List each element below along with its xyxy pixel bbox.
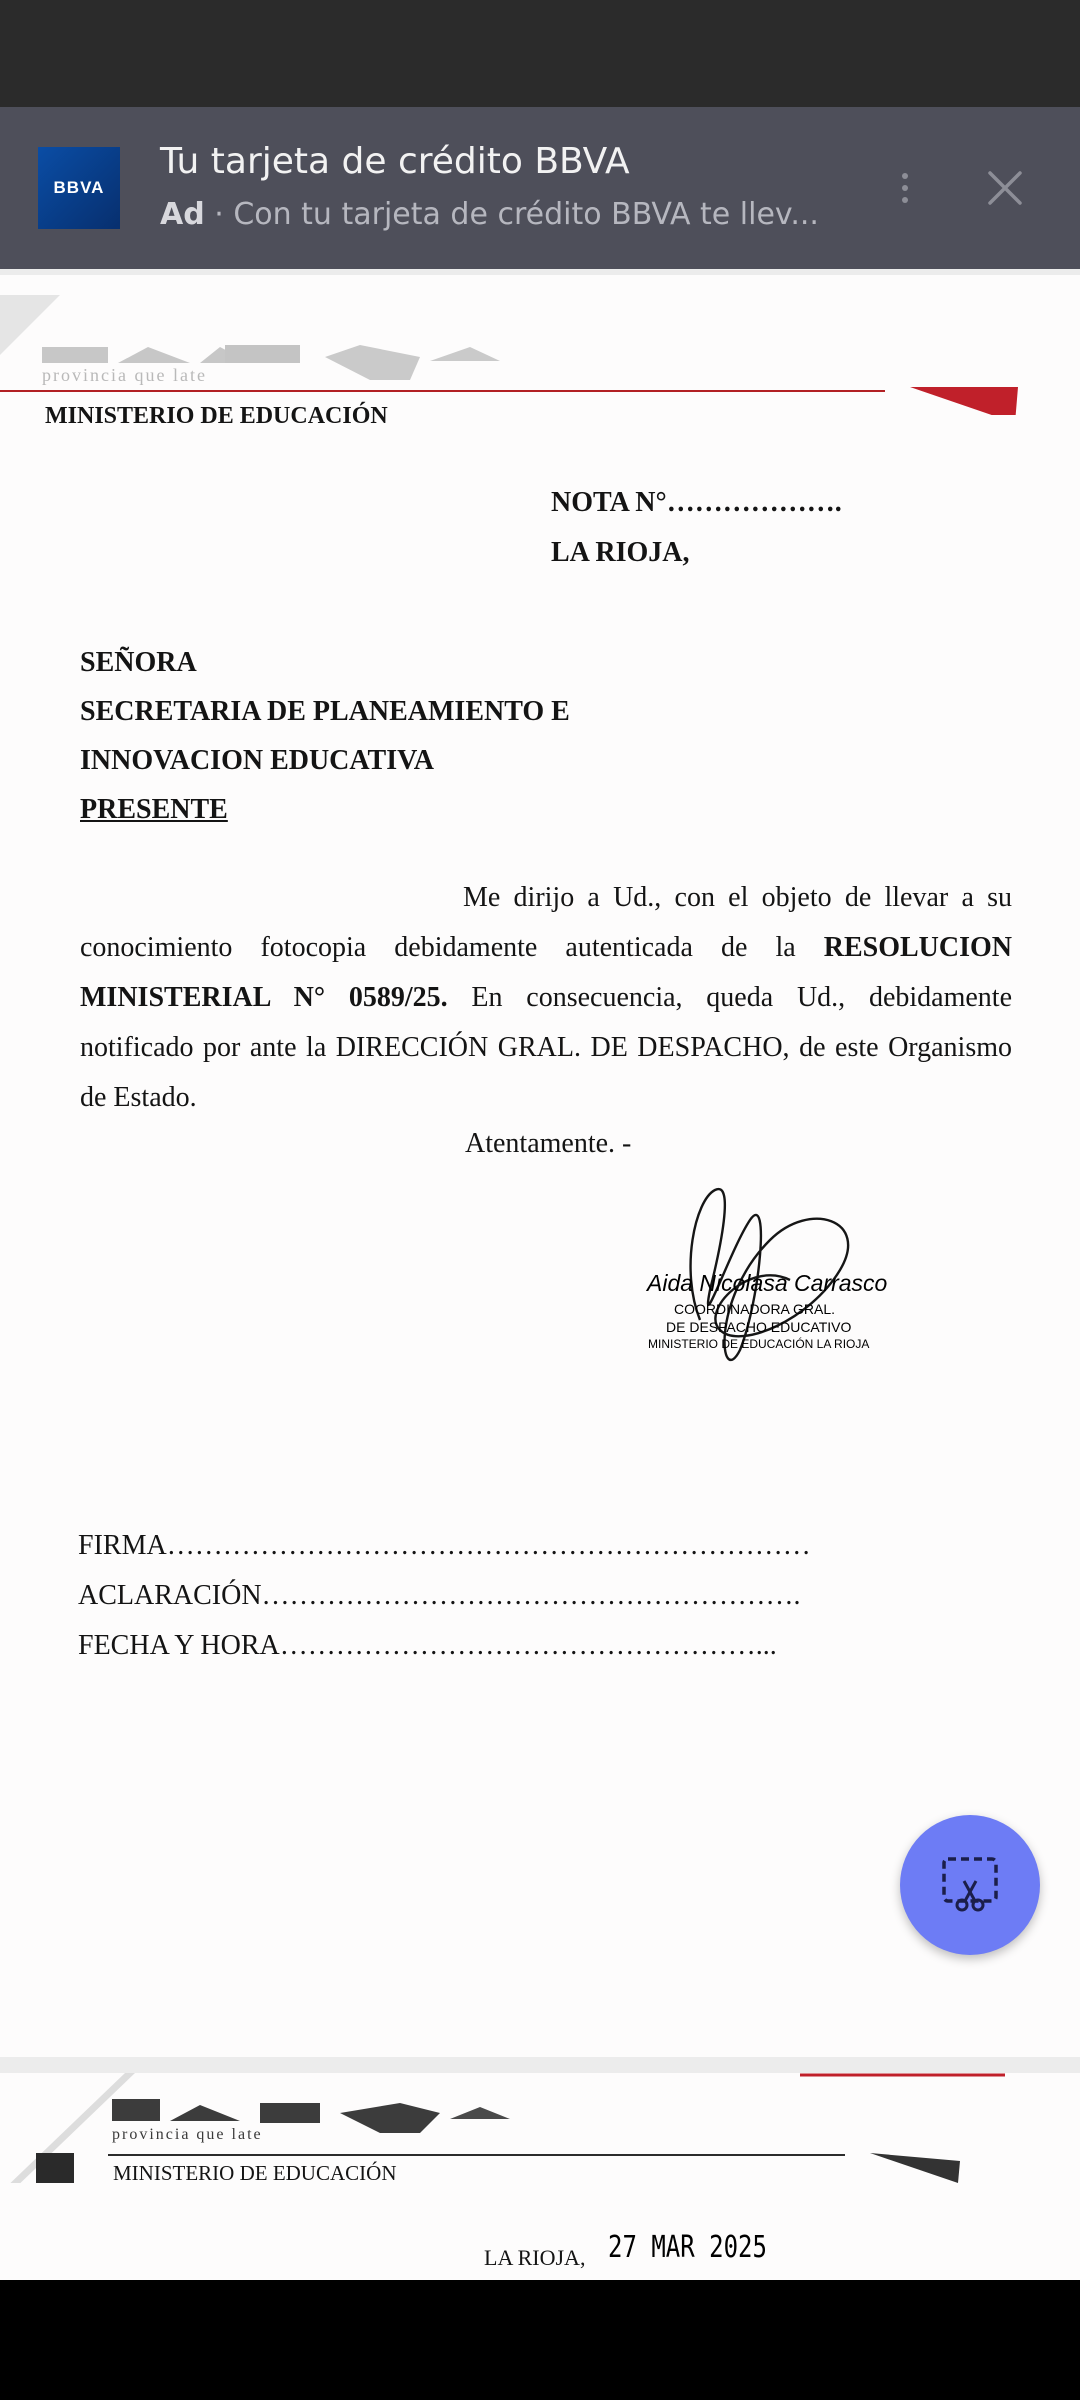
recipient-presente: PRESENTE [80, 794, 228, 825]
navigation-bar [0, 2280, 1080, 2400]
more-vertical-icon[interactable] [890, 167, 920, 217]
recipient-line: INNOVACION EDUCATIVA [80, 745, 434, 776]
document-page-2[interactable] [0, 2073, 1080, 2280]
screenshot-button[interactable] [900, 1815, 1040, 1955]
form-field-aclaracion: ACLARACIÓN…………………………………………………. [78, 1580, 801, 1611]
logo-tagline: provincia que late [112, 2126, 263, 2143]
date-stamp: 27 MAR 2025 [608, 2230, 767, 2265]
form-field-firma: FIRMA…………………………………………………………… [78, 1530, 811, 1561]
ad-separator: · [204, 197, 234, 232]
body-part2: En consecuencia, queda Ud., debidamente notificado por ante la DIRECCIÓN GRAL. DE DESPACHO, de este Organismo de Estado. [80, 982, 1012, 1113]
document-page[interactable] [0, 275, 1080, 2057]
signature-title: DE DESPACHO EDUCATIVO [666, 1319, 852, 1335]
ad-banner[interactable] [0, 107, 1080, 269]
signature-title: COORDINADORA GRAL. [674, 1301, 836, 1317]
ministry-logo [0, 275, 1080, 415]
screenshot-scissors-icon [938, 1853, 1002, 1917]
body-part1: Me dirijo a Ud., con el objeto de llevar a su conocimiento fotocopia debidamente autenticada de la [80, 882, 1012, 963]
recipient-line: SECRETARIA DE PLANEAMIENTO E [80, 696, 570, 727]
recipient-line: SEÑORA [80, 647, 197, 678]
closing: Atentamente. - [465, 1128, 632, 1159]
letter-body [80, 873, 1012, 1123]
ministry-header: MINISTERIO DE EDUCACIÓN [113, 2161, 397, 2185]
ad-title[interactable]: Tu tarjeta de crédito BBVA [160, 141, 630, 182]
ministry-header: MINISTERIO DE EDUCACIÓN [45, 403, 388, 429]
form-field-fecha-hora: FECHA Y HORA……………………………………………... [78, 1630, 777, 1661]
ad-subtitle-text: Con tu tarjeta de crédito BBVA te llev... [233, 197, 819, 232]
city-line: LA RIOJA, [551, 537, 690, 568]
signature-name: Aida Nicolasa Carrasco [647, 1270, 888, 1296]
signature-ministry: MINISTERIO DE EDUCACIÓN LA RIOJA [648, 1337, 870, 1351]
nota-number: NOTA N°………………. [551, 487, 842, 518]
logo-tagline: provincia que late [42, 365, 207, 385]
close-icon[interactable] [982, 165, 1028, 211]
ad-tag: Ad [160, 197, 205, 232]
city-line: LA RIOJA, [484, 2245, 586, 2270]
status-bar [0, 0, 1080, 107]
bbva-logo: BBVA [38, 147, 120, 229]
resolution-reference: RESOLUCION MINISTERIAL N° 0589/25. [80, 932, 1012, 1013]
ad-subtitle [160, 197, 819, 232]
